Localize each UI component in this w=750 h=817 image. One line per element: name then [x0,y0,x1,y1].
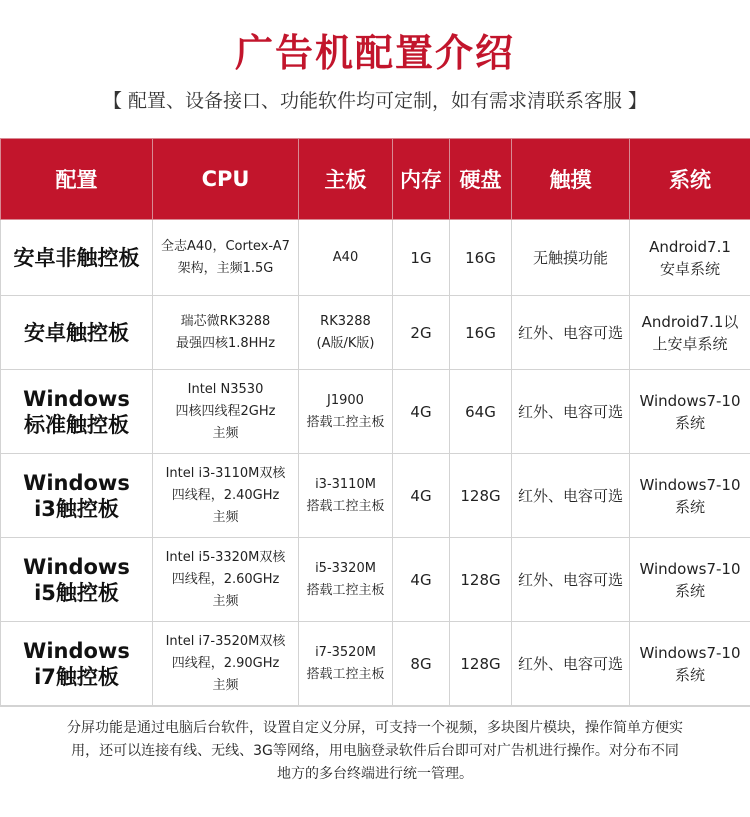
cell-cpu-line: 四线程，2.90GHz [171,655,280,671]
cell-board-line: (A版/K版) [316,335,375,351]
cell-board-line: 搭载工控主板 [306,414,385,430]
cell-cpu-line: 四线程，2.60GHz [171,571,280,587]
table-row [1,538,750,622]
cell-cpu [153,220,299,296]
cell-memory: 2G [393,296,450,370]
cell-config [1,370,153,454]
cell-system [630,538,750,622]
cell-storage: 64G [450,370,512,454]
cell-touch: 红外、电容可选 [512,296,630,370]
cell-cpu-line: 四核四线程2GHz [175,403,276,419]
cell-board [299,454,393,538]
cell-config-line: i3触控板 [34,496,119,521]
cell-system [630,454,750,538]
page-subtitle: 【 配置、设备接口、功能软件均可定制，如有需求清联系客服 】 [102,90,648,112]
cell-board [299,296,393,370]
cell-storage: 16G [450,220,512,296]
cell-config-line: i7触控板 [34,664,119,689]
cell-system-line: 系统 [674,497,705,516]
cell-board-line: i7-3520M [315,644,376,660]
cell-board [299,622,393,706]
cell-touch: 无触摸功能 [512,220,630,296]
cell-cpu [153,296,299,370]
cell-cpu-line: Intel i5-3320M双核 [165,549,286,565]
cell-system-line: Android7.1 [649,237,731,256]
cell-board-line: 搭载工控主板 [306,498,385,514]
header-memory: 内存 [393,139,450,220]
cell-touch: 红外、电容可选 [512,454,630,538]
cell-config-line: 安卓触控板 [24,320,129,345]
cell-system-line: Windows7-10 [639,643,741,662]
cell-config [1,454,153,538]
cell-board [299,538,393,622]
cell-cpu-line: 主频 [212,677,239,693]
cell-config-line: Windows [23,554,130,579]
cell-cpu-line: 瑞芯微RK3288 [180,313,271,329]
cell-config-line: 标准触控板 [24,412,129,437]
table-body [1,220,750,706]
cell-cpu [153,538,299,622]
cell-cpu-line: 全志A40，Cortex-A7 [161,238,290,254]
cell-touch: 红外、电容可选 [512,622,630,706]
cell-cpu [153,622,299,706]
cell-cpu-line: 架构，主频1.5G [177,260,274,276]
cell-board-line: i3-3110M [315,476,376,492]
cell-memory: 4G [393,454,450,538]
cell-board-line: J1900 [327,392,364,408]
cell-storage: 16G [450,296,512,370]
cell-system-line: Android7.1以 [641,312,739,331]
header-system: 系统 [630,139,750,220]
cell-storage: 128G [450,538,512,622]
cell-storage: 128G [450,454,512,538]
table-row [1,622,750,706]
cell-config-line: Windows [23,638,130,663]
cell-config [1,220,153,296]
cell-system-line: Windows7-10 [639,475,741,494]
table-header [1,139,750,220]
cell-system-line: 上安卓系统 [652,334,728,353]
cell-system-line: Windows7-10 [639,391,741,410]
cell-system-line: 系统 [674,413,705,432]
cell-system-line: 系统 [674,581,705,600]
header-board: 主板 [299,139,393,220]
cell-board [299,220,393,296]
cell-memory: 8G [393,622,450,706]
header-row [1,139,750,220]
cell-config-line: Windows [23,386,130,411]
cell-system [630,220,750,296]
table-row [1,370,750,454]
cell-system-line: 系统 [674,665,705,684]
header-config: 配置 [1,139,153,220]
header-cpu: CPU [153,139,299,220]
footer-line: 用，还可以连接有线、无线、3G等网络，用电脑登录软件后台即可对广告机进行操作。对分布不同 [71,743,679,759]
cell-board-line: 搭载工控主板 [306,666,385,682]
cell-system-line: Windows7-10 [639,559,741,578]
cell-board-line: RK3288 [320,313,371,329]
header-storage: 硬盘 [450,139,512,220]
cell-config-line: i5触控板 [34,580,119,605]
cell-cpu-line: 主频 [212,425,239,441]
cell-system-line: 安卓系统 [659,259,720,278]
cell-memory: 1G [393,220,450,296]
header-touch: 触摸 [512,139,630,220]
cell-cpu-line: 主频 [212,509,239,525]
cell-cpu-line: Intel i7-3520M双核 [165,633,286,649]
footer-line: 地方的多台终端进行统一管理。 [277,766,473,782]
cell-touch: 红外、电容可选 [512,538,630,622]
cell-board-line: A40 [332,249,359,265]
cell-touch: 红外、电容可选 [512,370,630,454]
cell-config-line: Windows [23,470,130,495]
table-row [1,220,750,296]
spec-table [0,138,750,706]
cell-storage: 128G [450,622,512,706]
cell-system [630,370,750,454]
cell-cpu [153,454,299,538]
cell-system [630,296,750,370]
footer-note [0,706,750,816]
table-row [1,454,750,538]
table-row [1,296,750,370]
page-title: 广告机配置介绍 [234,31,515,75]
cell-config [1,296,153,370]
cell-config-line: 安卓非触控板 [13,245,140,270]
cell-board-line: i5-3320M [315,560,376,576]
cell-system [630,622,750,706]
cell-cpu-line: 四线程，2.40GHz [171,487,280,503]
cell-config [1,622,153,706]
cell-memory: 4G [393,370,450,454]
cell-cpu-line: 主频 [212,593,239,609]
cell-memory: 4G [393,538,450,622]
cell-board-line: 搭载工控主板 [306,582,385,598]
cell-cpu-line: Intel i3-3110M双核 [165,465,286,481]
cell-cpu [153,370,299,454]
cell-board [299,370,393,454]
footer-line: 分屏功能是通过电脑后台软件，设置自定义分屏，可支持一个视频，多块图片模块，操作简单方便实 [67,720,683,736]
cell-config [1,538,153,622]
cell-cpu-line: 最强四核1.8HHz [175,335,276,351]
cell-cpu-line: Intel N3530 [187,381,264,397]
